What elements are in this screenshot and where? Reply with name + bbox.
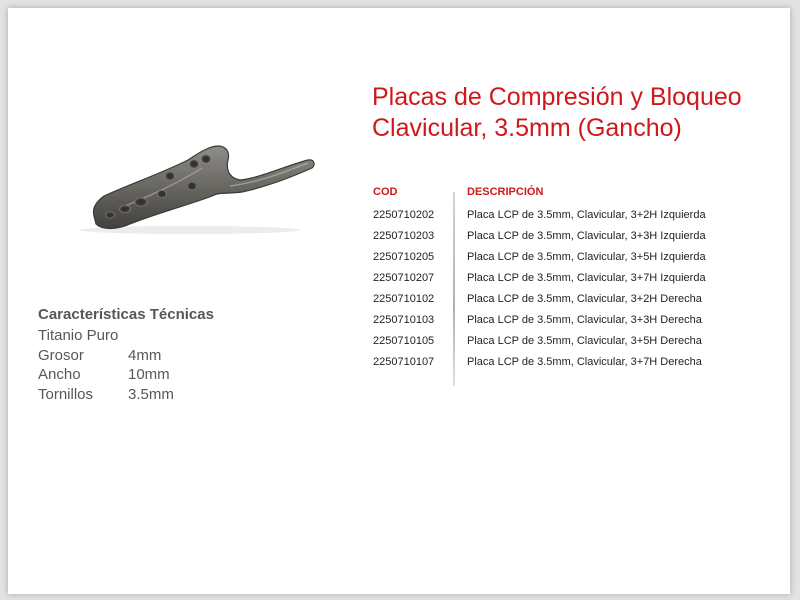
table-row [373, 225, 706, 246]
spec-value: 4mm [128, 346, 162, 364]
table-header [373, 180, 706, 204]
clavicle-hook-plate-image [80, 138, 325, 238]
spec-label: Tornillos [38, 385, 94, 403]
table-row [373, 351, 706, 372]
table-row [373, 309, 706, 330]
title-line-2: Clavicular, 3.5mm (Gancho) [372, 114, 682, 142]
page [8, 8, 790, 594]
product-code: 2250710105 [373, 334, 435, 347]
spec-row-width [38, 365, 214, 385]
product-description: Placa LCP de 3.5mm, Clavicular, 3+5H Derecha [467, 334, 702, 347]
product-code: 2250710202 [373, 208, 435, 221]
spec-row-screws [38, 385, 214, 405]
product-code: 2250710103 [373, 313, 435, 326]
spec-label: Ancho [38, 366, 81, 383]
product-code: 2250710107 [373, 355, 435, 368]
spec-row-thickness [38, 346, 214, 366]
product-code: 2250710203 [373, 229, 435, 242]
product-code: 2250710207 [373, 271, 435, 284]
product-code: 2250710102 [373, 292, 435, 305]
specs-heading: Características Técnicas [38, 306, 214, 323]
page-title [372, 82, 782, 144]
spec-value: 10mm [128, 366, 170, 383]
spec-label: Grosor [38, 346, 84, 364]
product-table [373, 180, 706, 372]
spec-value: 3.5mm [128, 385, 174, 403]
title-line-1: Placas de Compresión y Bloqueo [372, 83, 742, 111]
product-code: 2250710205 [373, 250, 435, 263]
product-description: Placa LCP de 3.5mm, Clavicular, 3+3H Izquierda [467, 229, 706, 242]
spec-material: Titanio Puro [38, 327, 119, 344]
table-row [373, 246, 706, 267]
header-description: DESCRIPCIÓN [467, 186, 544, 198]
table-row [373, 330, 706, 351]
product-description: Placa LCP de 3.5mm, Clavicular, 3+5H Izquierda [467, 250, 706, 263]
product-description: Placa LCP de 3.5mm, Clavicular, 3+2H Izquierda [467, 208, 706, 221]
table-row [373, 267, 706, 288]
table-row [373, 204, 706, 225]
technical-specs [38, 305, 214, 404]
product-description: Placa LCP de 3.5mm, Clavicular, 3+2H Derecha [467, 292, 702, 305]
product-description: Placa LCP de 3.5mm, Clavicular, 3+7H Izquierda [467, 271, 706, 284]
table-row [373, 288, 706, 309]
product-description: Placa LCP de 3.5mm, Clavicular, 3+7H Derecha [467, 355, 702, 368]
header-code: COD [373, 186, 398, 198]
product-description: Placa LCP de 3.5mm, Clavicular, 3+3H Derecha [467, 313, 702, 326]
